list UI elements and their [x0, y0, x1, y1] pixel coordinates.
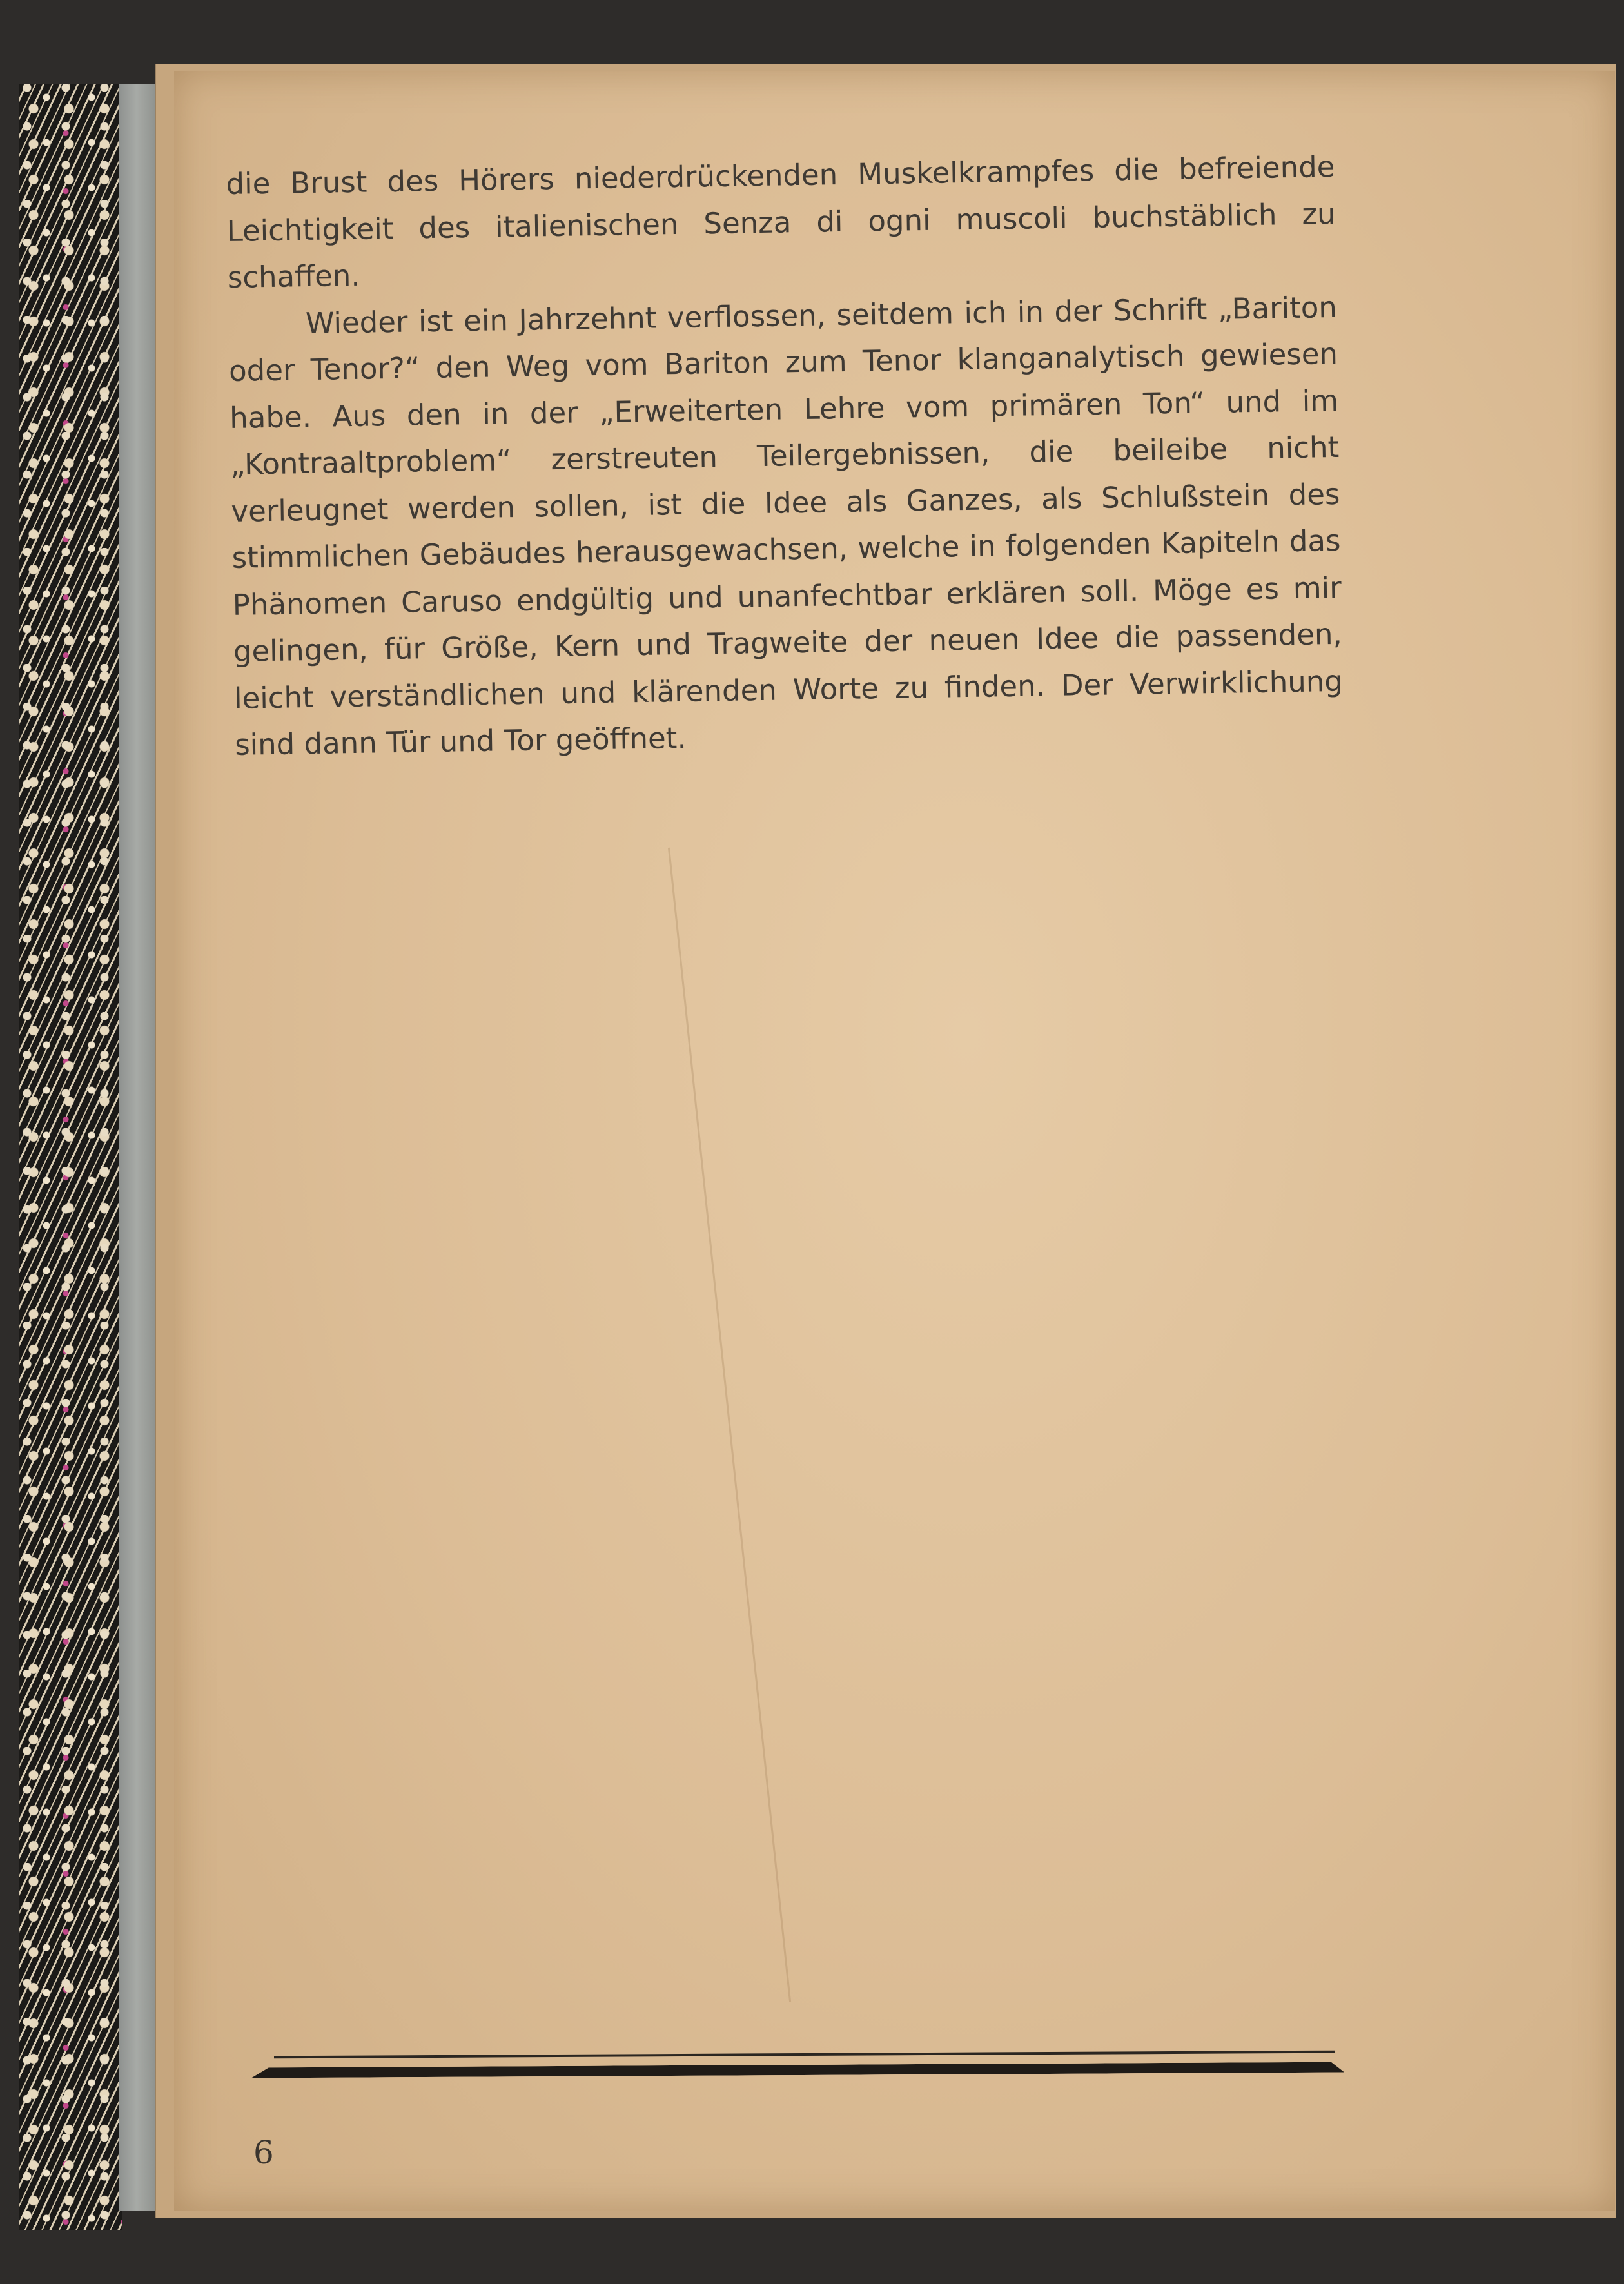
paragraph-2: Wieder ist ein Jahrzehnt verflossen, seitdem ich in der Schrift „Bariton oder Tenor?“ den Weg vom Bariton zum Tenor klanganalytisch gewiesen habe. Aus den in der „Erweiterten Lehre vom primären Ton“ und im „Kontraaltproblem“ zerstreuten Teilergebnissen, die beileibe nicht verleugnet werden sollen, ist die Idee als Ganzes, als Schlußstein des stimmlichen Gebäudes herausgewachsen, welche in folgenden Kapiteln das Phänomen Caruso endgültig und unanfechtbar erklären soll. Möge es mir gelingen, für Größe, Kern und Tragweite der neuen Idee die passenden, leicht verständlichen und klärenden Worte zu finden. Der Verwirklichung sind dann Tür und Tor geöffnet. [228, 289, 1344, 762]
body-text [226, 144, 1344, 768]
page-number: 6 [253, 2134, 274, 2171]
marbled-cover-edge [19, 84, 122, 2230]
paragraph-1: die Brust des Hörers niederdrückenden Muskelkrampfes die befreiende Leichtigkeit des italienischen Senza di ogni muscoli buchstäblich zu schaffen. [226, 149, 1336, 295]
cover-board-edge [119, 84, 158, 2211]
page-crease [668, 848, 791, 2002]
